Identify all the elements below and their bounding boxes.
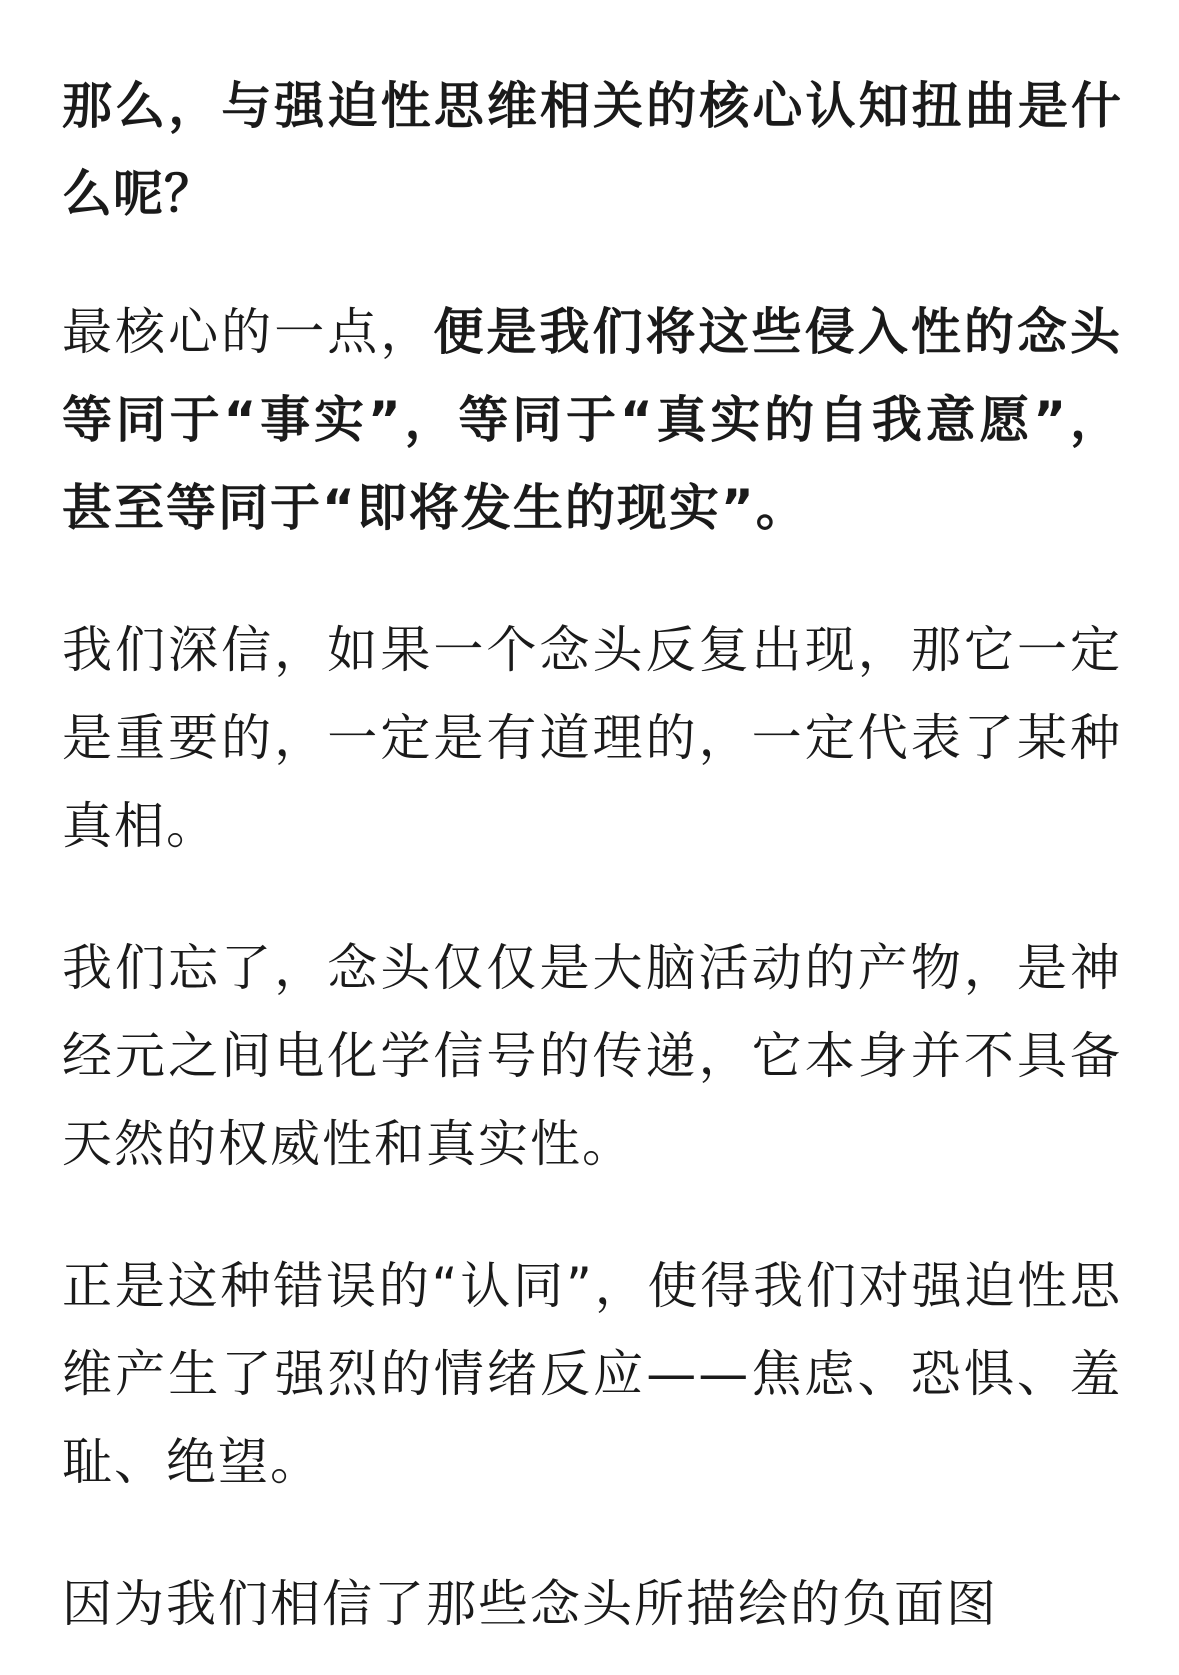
paragraph-core-point-emphasis: 便是我们将这些侵入性的念头等同于“事实”，等同于“真实的自我意愿”，甚至等同于“即将发生的现实”。 [62,303,1123,537]
paragraph-core-point-lead: 最核心的一点， [62,303,434,361]
article-body [62,62,1122,1648]
article-heading: 那么，与强迫性思维相关的核心认知扭曲是什么呢？ [62,77,1122,223]
paragraph-core-point [62,288,1122,552]
paragraph-partial: 因为我们相信了那些念头所描绘的负面图 [62,1575,998,1633]
paragraph-forgotten: 我们忘了，念头仅仅是大脑活动的产物，是神经元之间电化学信号的传递，它本身并不具备天然的权威性和真实性。 [62,939,1122,1173]
paragraph-belief: 我们深信，如果一个念头反复出现，那它一定是重要的，一定是有道理的，一定代表了某种真相。 [62,621,1122,855]
paragraph-identification: 正是这种错误的“认同”，使得我们对强迫性思维产生了强烈的情绪反应——焦虑、恐惧、羞耻、绝望。 [62,1257,1122,1491]
